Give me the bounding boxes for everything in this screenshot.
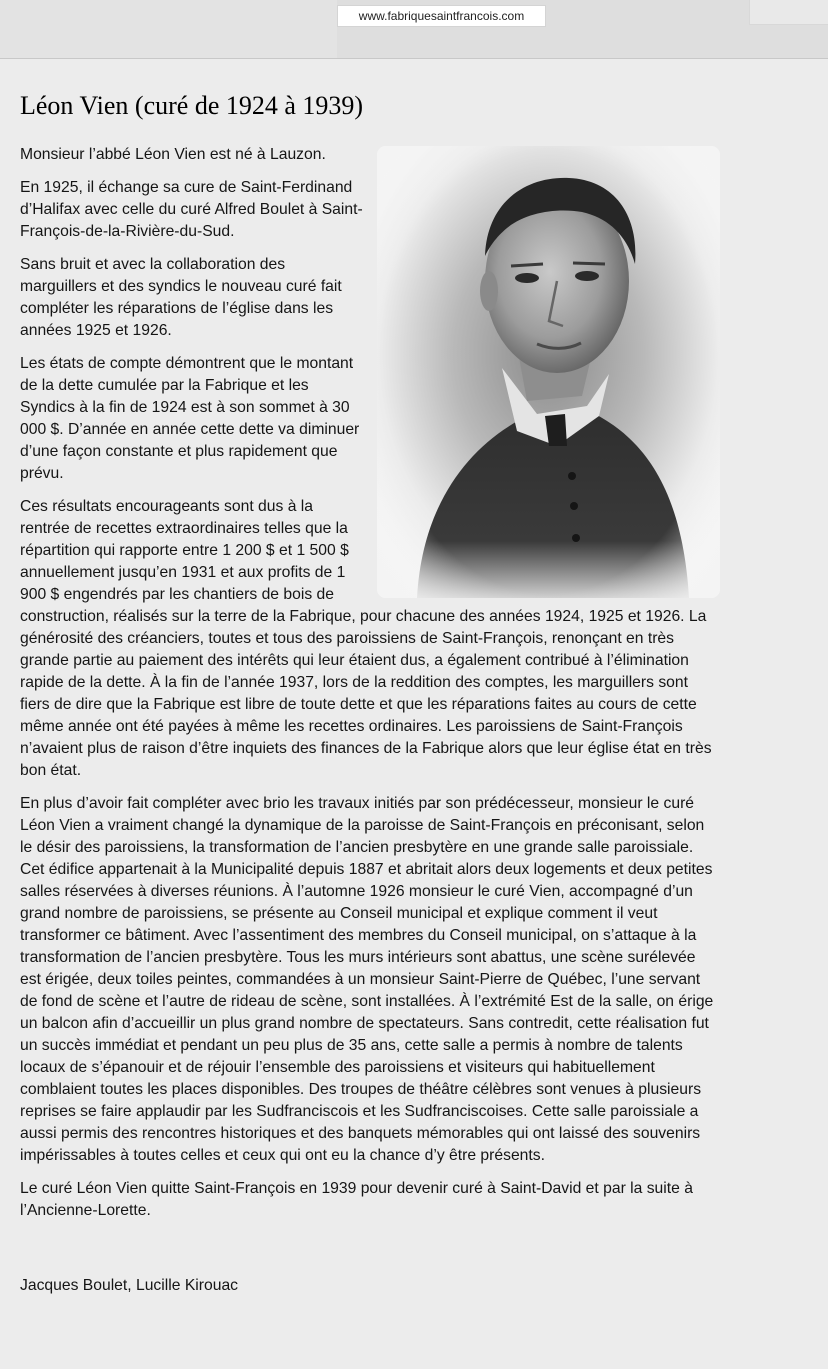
paragraph-1: Monsieur l’abbé Léon Vien est né à Lauzon. bbox=[20, 146, 326, 163]
toolbar-left-area bbox=[0, 0, 337, 58]
url-text: www.fabriquesaintfrancois.com bbox=[358, 9, 525, 23]
portrait-photo-icon bbox=[377, 146, 720, 598]
authors-credit: Jacques Boulet, Lucille Kirouac bbox=[20, 1277, 239, 1294]
paragraph-4: Les états de compte démontrent que le montant de la dette cumulée par la Fabrique et les Syndics à la fin de 1924 est à son sommet à 30 000 $. D’année en année cette dette va diminuer d’une façon constante et plus rapidement que prévu. bbox=[20, 355, 360, 482]
paragraph-2: En 1925, il échange sa cure de Saint-Ferdinand d’Halifax avec celle du curé Alfred Boulet à Saint-François-de-la-Rivière-du-Sud. bbox=[20, 179, 363, 240]
page-title: Léon Vien (curé de 1924 à 1939) bbox=[20, 91, 364, 120]
toolbar-right-area bbox=[749, 0, 828, 25]
portrait-illustration bbox=[377, 146, 720, 598]
url-bar[interactable] bbox=[337, 5, 546, 27]
paragraph-5: Ces résultats encourageants sont dus à la rentrée de recettes extraordinaires telles que la répartition qui rapporte entre 1 200 $ et 1 500 $ annuellement jusqu’en 1931 et aux profits de 1 900 $ engendrés par les chantiers de bois de construction, réalisés sur la terre de la Fabrique, pour chacune des années 1924, 1925 et 1926. La générosité des créanciers, toutes et tous des paroissiens de Saint-François, renonçant en très grande partie au paiement des intérêts qui leur étaient dus, a également contribué à l’élimination rapide de la dette. À la fin de l’année 1937, lors de la reddition des comptes, les marguillers sont fiers de dire que la Fabrique est libre de toute dette et que les réparations faites au cours de cette même année ont été payées à même les recettes ordinaires. Les paroissiens de Saint-François n’avaient plus de raison d’être inquiets des finances de la Fabrique alors que leur église état en très bon état. bbox=[20, 498, 712, 779]
browser-toolbar bbox=[0, 0, 828, 59]
paragraph-6: En plus d’avoir fait compléter avec brio les travaux initiés par son prédécesseur, monsieur le curé Léon Vien a vraiment changé la dynamique de la paroisse de Saint-François en préconisant, selon le désir des paroissiens, la transformation de l’ancien presbytère en une grande salle paroissiale. Cet édifice appartenait à la Municipalité depuis 1887 et abritait alors deux logements et deux petites salles réservées à diverses réunions. À l’automne 1926 monsieur le curé Vien, accompagné d’un grand nombre de paroissiens, se présente au Conseil municipal et explique comment il veut transformer ce bâtiment. Avec l’assentiment des membres du Conseil municipal, on s’attaque à la transformation de l’ancien presbytère. Tous les murs intérieurs sont abattus, une scène surélevée est érigée, deux toiles peintes, commandées à un monsieur Saint-Pierre de Québec, l’une servant de fond de scène et l’autre de rideau de scène, sont installées. À l’extrémité Est de la salle, on érige un balcon afin d’accueillir un plus grand nombre de spectateurs. Sans contredit, cette réalisation fut un succès immédiat et pendant un peu plus de 35 ans, cette salle a permis à nombre de talents locaux de s’épanouir et de réjouir l’ensemble des paroissiens et visiteurs qui habituellement comblaient toutes les places disponibles. Des troupes de théâtre célèbres sont venues à plusieurs reprises se faire applaudir par les Sudfranciscois et les Sudfranciscoises. Cette salle paroissiale a aussi permis des rencontres historiques et des banquets mémorables qui ont laissé des souvenirs impérissables à toutes celles et ceux qui ont eu la chance d’y être présents. bbox=[20, 795, 714, 1164]
article bbox=[20, 88, 720, 1308]
paragraph-7: Le curé Léon Vien quitte Saint-François en 1939 pour devenir curé à Saint-David et par la suite à l’Ancienne-Lorette. bbox=[20, 1180, 693, 1219]
paragraph-3: Sans bruit et avec la collaboration des marguillers et des syndics le nouveau curé fait compléter les réparations de l’église dans les années 1925 et 1926. bbox=[20, 256, 342, 339]
